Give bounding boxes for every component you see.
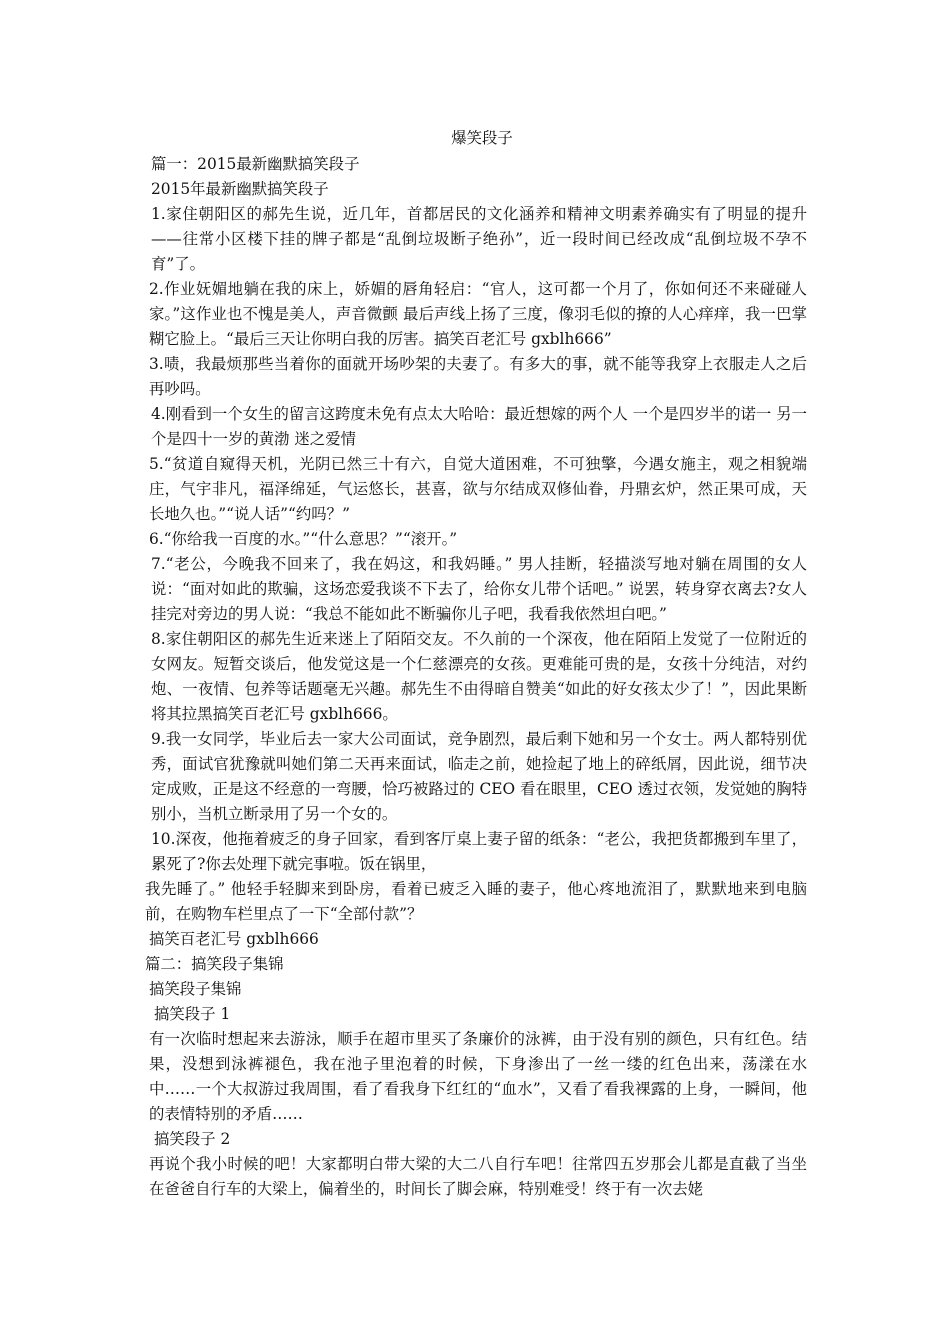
paragraph-joke-10: 10.深夜，他拖着疲乏的身子回家，看到客厅桌上妻子留的纸条：“老公，我把货都搬到车里了，累死了?你去处理下就完事啦。饭在锅里，	[151, 830, 807, 873]
joke-heading-2: 搞笑段子 2	[154, 1130, 231, 1148]
paragraph-joke-10-continued: 我先睡了。” 他轻手轻脚来到卧房，看着已疲乏入睡的妻子，他心疼地流泪了，默默地来到电脑前，在购物车栏里点了一下“全部付款”？	[145, 880, 807, 923]
section-heading-2: 篇二：搞笑段子集锦	[145, 955, 284, 973]
paragraph-joke-2: 2.作业妩媚地躺在我的床上，娇媚的唇角轻启：“官人，这可都一个月了，你如何还不来碰碰人家。”这作业也不愧是美人，声音微颤 最后声线上扬了三度，像羽毛似的撩的人心痒痒，我一巴掌糊它脸上。“最后三天让你明白我的厉害。搞笑百老汇号 gxblh666”	[149, 280, 807, 348]
paragraph-joke-3: 3.啧，我最烦那些当着你的面就开场吵架的夫妻了。有多大的事，就不能等我穿上衣服走人之后再吵吗。	[149, 355, 807, 398]
document-body	[145, 124, 807, 1202]
paragraph-joke-1: 1.家住朝阳区的郝先生说，近几年，首都居民的文化涵养和精神文明素养确实有了明显的提升——往常小区楼下挂的牌子都是“乱倒垃圾断子绝孙”，近一段时间已经改成“乱倒垃圾不孕不育”了。	[151, 205, 807, 273]
subheading: 2015年最新幽默搞笑段子	[151, 180, 329, 198]
paragraph-joke-6: 6.“你给我一百度的水。”“什么意思？”“滚开。”	[149, 530, 458, 548]
joke-heading-1: 搞笑段子 1	[154, 1005, 231, 1023]
paragraph-joke-4: 4.刚看到一个女生的留言这跨度未免有点太大哈哈：最近想嫁的两个人 一个是四岁半的诺一 另一个是四十一岁的黄渤 迷之爱情	[151, 405, 807, 448]
document-title: 爆笑段子	[451, 129, 513, 147]
paragraph-joke-8: 8.家住朝阳区的郝先生近来迷上了陌陌交友。不久前的一个深夜，他在陌陌上发觉了一位附近的女网友。短暂交谈后，他发觉这是一个仁慈漂亮的女孩。更难能可贵的是，女孩十分纯洁，对约炮、一夜情、包养等话题毫无兴趣。郝先生不由得暗自赞美“如此的好女孩太少了！”，因此果断将其拉黑搞笑百老汇号 gxblh666。	[151, 630, 807, 723]
paragraph-joke-5: 5.“贫道自窥得天机，光阴已然三十有六，自觉大道困难，不可独擎，今遇女施主，观之相貌端庄，气宇非凡，福泽绵延，气运悠长，甚喜，欲与尔结成双修仙眷，丹鼎玄炉，然正果可成，天长地久也。”“说人话”“约吗？”	[149, 455, 807, 523]
paragraph-collection-joke-2: 再说个我小时候的吧！大家都明白带大梁的大二八自行车吧！往常四五岁那会儿都是直截了当坐在爸爸自行车的大梁上，偏着坐的，时间长了脚会麻，特别难受！终于有一次去姥	[149, 1155, 807, 1198]
paragraph-joke-7: 7.“老公，今晚我不回来了，我在妈这，和我妈睡。” 男人挂断，轻描淡写地对躺在周围的女人说：“面对如此的欺骗，这场恋爱我谈不下去了，给你女儿带个话吧。” 说罢，转身穿衣离去?女人挂完对旁边的男人说：“我总不能如此不断骗你儿子吧，我看我依然坦白吧。”	[151, 555, 807, 623]
collection-title: 搞笑段子集锦	[149, 980, 242, 998]
section-heading-1: 篇一：2015最新幽默搞笑段子	[151, 155, 360, 173]
paragraph-joke-9: 9.我一女同学，毕业后去一家大公司面试，竞争剧烈，最后剩下她和另一个女士。两人都特别优秀，面试官犹豫就叫她们第二天再来面试，临走之前，她捡起了地上的碎纸屑，因此说，细节决定成败，正是这不经意的一弯腰，恰巧被路过的 CEO 看在眼里，CEO 透过衣领，发觉她的胸特别小，当机立断录用了另一个女的。	[151, 730, 807, 823]
account-note: 搞笑百老汇号 gxblh666	[149, 930, 319, 948]
paragraph-collection-joke-1: 有一次临时想起来去游泳，顺手在超市里买了条廉价的泳裤，由于没有别的颜色，只有红色。结果，没想到泳裤褪色，我在池子里泡着的时候，下身渗出了一丝一缕的红色出来，荡漾在水中……一个大叔游过我周围，看了看我身下红红的“血水”，又看了看我裸露的上身，一瞬间，他的表情特别的矛盾……	[149, 1030, 807, 1123]
